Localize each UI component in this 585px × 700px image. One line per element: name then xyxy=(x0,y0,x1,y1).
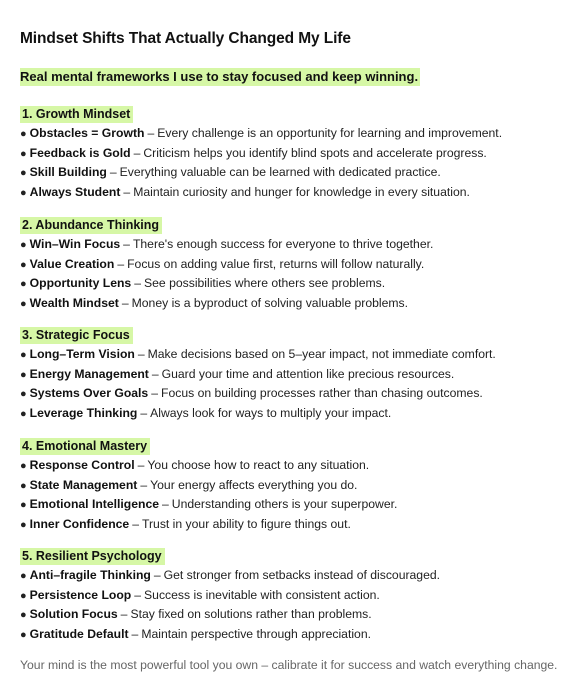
bullet-icon: ● xyxy=(20,460,27,472)
list-item xyxy=(20,456,580,476)
item-term: Opportunity Lens xyxy=(29,276,132,290)
closing-note: Your mind is the most powerful tool you own – calibrate it for success and watch everything change. xyxy=(20,658,558,672)
list-item xyxy=(20,255,580,275)
bullet-icon: ● xyxy=(20,368,27,381)
item-desc: Maintain perspective through appreciation. xyxy=(141,626,371,641)
dash: – xyxy=(134,587,142,602)
item-term: Long–Term Vision xyxy=(29,347,135,361)
item-term: State Management xyxy=(29,477,138,492)
dash: – xyxy=(123,184,131,199)
list-item xyxy=(20,345,580,365)
bullet-icon: ● xyxy=(20,479,27,492)
item-desc: Maintain curiosity and hunger for knowledge in every situation. xyxy=(133,184,470,199)
list-item xyxy=(20,495,580,515)
item-desc: Get stronger from setbacks instead of discouraged. xyxy=(163,568,441,582)
list-item xyxy=(20,404,580,424)
bullet-icon: ● xyxy=(20,278,27,290)
list-item xyxy=(20,384,580,404)
dash: – xyxy=(147,126,155,140)
item-term: Always Student xyxy=(29,184,121,199)
list-item xyxy=(20,183,580,203)
dash: – xyxy=(109,165,117,179)
dash: – xyxy=(121,295,129,310)
item-term: Feedback is Gold xyxy=(29,145,131,160)
list-item xyxy=(20,566,580,586)
item-desc: Stay fixed on solutions rather than problems. xyxy=(130,607,372,621)
section-strategic-focus xyxy=(20,326,580,423)
list-item xyxy=(20,515,580,535)
dash: – xyxy=(137,347,145,361)
item-desc: Everything valuable can be learned with dedicated practice. xyxy=(119,165,441,179)
item-desc: Every challenge is an opportunity for learning and improvement. xyxy=(157,126,503,140)
item-term: Inner Confidence xyxy=(29,516,130,531)
bullet-icon: ● xyxy=(20,349,27,361)
list-item xyxy=(20,294,580,314)
section-heading: 5. Resilient Psychology xyxy=(20,548,165,565)
bullet-icon: ● xyxy=(20,297,27,310)
dash: – xyxy=(162,497,169,511)
item-desc: Money is a byproduct of solving valuable problems. xyxy=(131,295,409,310)
item-desc: Your energy affects everything you do. xyxy=(150,477,358,492)
section-resilient-psychology xyxy=(20,547,580,644)
bullet-icon: ● xyxy=(20,570,27,582)
bullet-icon: ● xyxy=(20,407,27,420)
section-growth-mindset xyxy=(20,105,580,202)
list-item xyxy=(20,605,580,625)
item-term: Systems Over Goals xyxy=(29,386,149,400)
item-term: Value Creation xyxy=(29,256,115,271)
dash: – xyxy=(151,386,158,400)
section-heading: 1. Growth Mindset xyxy=(20,106,133,123)
item-desc: Success is inevitable with consistent action. xyxy=(144,587,380,602)
list-item xyxy=(20,274,580,294)
dash: – xyxy=(123,237,130,251)
item-desc: Make decisions based on 5–year impact, not immediate comfort. xyxy=(147,347,496,361)
section-heading: 3. Strategic Focus xyxy=(20,327,133,344)
dash: – xyxy=(117,256,125,271)
section-abundance-thinking xyxy=(20,216,580,313)
dash: – xyxy=(132,516,139,531)
item-term: Solution Focus xyxy=(29,607,118,621)
item-term: Gratitude Default xyxy=(29,626,129,641)
item-desc: Trust in your ability to figure things out. xyxy=(141,516,351,531)
dash: – xyxy=(153,568,161,582)
bullet-icon: ● xyxy=(20,167,27,179)
item-desc: Focus on adding value first, returns will follow naturally. xyxy=(127,256,425,271)
bullet-icon: ● xyxy=(20,128,27,140)
list-item xyxy=(20,163,580,183)
dash: – xyxy=(133,145,141,160)
dash: – xyxy=(151,366,159,381)
list-item xyxy=(20,625,580,645)
dash: – xyxy=(137,458,145,472)
page-title: Mindset Shifts That Actually Changed My Life xyxy=(20,30,351,47)
bullet-icon: ● xyxy=(20,239,27,251)
bullet-icon: ● xyxy=(20,609,27,621)
item-desc: Focus on building processes rather than chasing outcomes. xyxy=(161,386,483,400)
bullet-icon: ● xyxy=(20,388,27,400)
list-item xyxy=(20,144,580,164)
list-item xyxy=(20,586,580,606)
list-item xyxy=(20,235,580,255)
dash: – xyxy=(140,477,148,492)
item-term: Leverage Thinking xyxy=(29,405,138,420)
section-heading: 4. Emotional Mastery xyxy=(20,438,150,455)
bullet-icon: ● xyxy=(20,186,27,199)
dash: – xyxy=(134,276,141,290)
item-desc: Understanding others is your superpower. xyxy=(171,497,398,511)
item-term: Obstacles = Growth xyxy=(29,126,145,140)
item-term: Anti–fragile Thinking xyxy=(29,568,151,582)
dash: – xyxy=(131,626,139,641)
subtitle: Real mental frameworks I use to stay focused and keep winning. xyxy=(20,69,419,84)
item-desc: You choose how to react to any situation. xyxy=(147,458,370,472)
item-term: Energy Management xyxy=(29,366,149,381)
item-desc: Criticism helps you identify blind spots and accelerate progress. xyxy=(143,145,487,160)
item-term: Skill Building xyxy=(29,165,107,179)
dash: – xyxy=(140,405,148,420)
item-desc: See possibilities where others see problems. xyxy=(144,276,386,290)
bullet-icon: ● xyxy=(20,628,27,641)
item-desc: There's enough success for everyone to thrive together. xyxy=(132,237,434,251)
item-term: Response Control xyxy=(29,458,135,472)
list-item xyxy=(20,476,580,496)
item-term: Win–Win Focus xyxy=(29,237,121,251)
section-emotional-mastery xyxy=(20,437,580,534)
item-term: Emotional Intelligence xyxy=(29,497,159,511)
section-heading: 2. Abundance Thinking xyxy=(20,217,162,234)
bullet-icon: ● xyxy=(20,499,27,511)
bullet-icon: ● xyxy=(20,258,27,271)
item-term: Persistence Loop xyxy=(29,587,132,602)
item-term: Wealth Mindset xyxy=(29,295,119,310)
item-desc: Guard your time and attention like precious resources. xyxy=(161,366,455,381)
list-item xyxy=(20,124,580,144)
bullet-icon: ● xyxy=(20,589,27,602)
item-desc: Always look for ways to multiply your impact. xyxy=(150,405,392,420)
list-item xyxy=(20,365,580,385)
bullet-icon: ● xyxy=(20,518,27,531)
dash: – xyxy=(120,607,128,621)
bullet-icon: ● xyxy=(20,147,27,160)
